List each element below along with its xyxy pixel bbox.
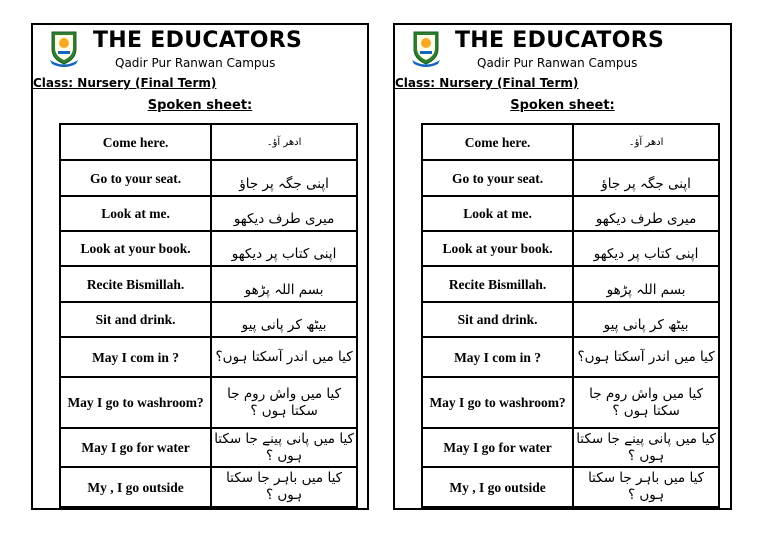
english-phrase: Recite Bismillah. bbox=[422, 266, 573, 302]
urdu-phrase: کیا میں باہر جا سکتا ہوں ؟ bbox=[211, 467, 357, 507]
table-row bbox=[60, 196, 357, 231]
urdu-phrase: بسم اللہ پڑھو bbox=[211, 266, 357, 302]
table-row bbox=[60, 428, 357, 467]
urdu-phrase: کیا میں اندر آسکتا ہوں؟ bbox=[573, 337, 719, 377]
school-title: THE EDUCATORS bbox=[93, 28, 303, 53]
english-phrase: Look at me. bbox=[422, 196, 573, 231]
urdu-phrase: اپنی جگہ پر جاؤ bbox=[211, 160, 357, 196]
english-phrase: May I com in ? bbox=[422, 337, 573, 377]
campus-name: Qadir Pur Ranwan Campus bbox=[477, 56, 638, 70]
sheet-title: Spoken sheet: bbox=[510, 98, 615, 113]
urdu-phrase: میری طرف دیکھو bbox=[573, 196, 719, 231]
urdu-phrase: کیا میں واش روم جا سکتا ہوں ؟ bbox=[573, 377, 719, 428]
urdu-phrase: کیا میں واش روم جا سکتا ہوں ؟ bbox=[211, 377, 357, 428]
phrase-table bbox=[421, 123, 720, 508]
english-phrase: My , I go outside bbox=[60, 467, 211, 507]
table-row bbox=[422, 302, 719, 337]
urdu-phrase: اپنی کتاب پر دیکھو bbox=[211, 231, 357, 266]
urdu-phrase: کیا میں باہر جا سکتا ہوں ؟ bbox=[573, 467, 719, 507]
class-line: Class: Nursery (Final Term) bbox=[395, 76, 579, 90]
table-row bbox=[422, 124, 719, 160]
urdu-phrase: بیٹھ کر پانی پیو bbox=[573, 302, 719, 337]
english-phrase: Go to your seat. bbox=[60, 160, 211, 196]
english-phrase: My , I go outside bbox=[422, 467, 573, 507]
english-phrase: May I go for water bbox=[422, 428, 573, 467]
urdu-phrase: بسم اللہ پڑھو bbox=[573, 266, 719, 302]
table-row bbox=[422, 196, 719, 231]
school-title: THE EDUCATORS bbox=[455, 28, 665, 53]
table-row bbox=[60, 124, 357, 160]
table-row bbox=[60, 231, 357, 266]
urdu-phrase: کیا میں اندر آسکتا ہوں؟ bbox=[211, 337, 357, 377]
table-row bbox=[60, 302, 357, 337]
school-crest-icon bbox=[411, 29, 441, 67]
english-phrase: Sit and drink. bbox=[422, 302, 573, 337]
table-row bbox=[422, 377, 719, 428]
spoken-sheet-left bbox=[31, 23, 369, 510]
english-phrase: Recite Bismillah. bbox=[60, 266, 211, 302]
english-phrase: Go to your seat. bbox=[422, 160, 573, 196]
table-row bbox=[422, 266, 719, 302]
campus-name: Qadir Pur Ranwan Campus bbox=[115, 56, 276, 70]
table-row bbox=[60, 377, 357, 428]
urdu-phrase: اپنی جگہ پر جاؤ bbox=[573, 160, 719, 196]
english-phrase: Come here. bbox=[60, 124, 211, 160]
english-phrase: Look at your book. bbox=[60, 231, 211, 266]
class-line: Class: Nursery (Final Term) bbox=[33, 76, 217, 90]
table-row bbox=[60, 266, 357, 302]
table-row bbox=[422, 428, 719, 467]
english-phrase: May I go for water bbox=[60, 428, 211, 467]
urdu-phrase: کیا میں پانی پینے جا سکتا ہوں ؟ bbox=[573, 428, 719, 467]
urdu-phrase: ادھر آؤ۔ bbox=[573, 124, 719, 160]
table-row bbox=[422, 337, 719, 377]
english-phrase: Come here. bbox=[422, 124, 573, 160]
urdu-phrase: میری طرف دیکھو bbox=[211, 196, 357, 231]
english-phrase: May I go to washroom? bbox=[422, 377, 573, 428]
table-row bbox=[422, 231, 719, 266]
table-row bbox=[422, 467, 719, 507]
urdu-phrase: کیا میں پانی پینے جا سکتا ہوں ؟ bbox=[211, 428, 357, 467]
table-row bbox=[60, 337, 357, 377]
english-phrase: Sit and drink. bbox=[60, 302, 211, 337]
urdu-phrase: اپنی کتاب پر دیکھو bbox=[573, 231, 719, 266]
english-phrase: Look at me. bbox=[60, 196, 211, 231]
table-row bbox=[422, 160, 719, 196]
phrase-table bbox=[59, 123, 358, 508]
table-row bbox=[60, 160, 357, 196]
english-phrase: Look at your book. bbox=[422, 231, 573, 266]
school-crest-icon bbox=[49, 29, 79, 67]
english-phrase: May I com in ? bbox=[60, 337, 211, 377]
sheet-title: Spoken sheet: bbox=[147, 98, 253, 113]
english-phrase: May I go to washroom? bbox=[60, 377, 211, 428]
urdu-phrase: بیٹھ کر پانی پیو bbox=[211, 302, 357, 337]
spoken-sheet-right bbox=[393, 23, 732, 510]
table-row bbox=[60, 467, 357, 507]
urdu-phrase: ادھر آؤ۔ bbox=[211, 124, 357, 160]
